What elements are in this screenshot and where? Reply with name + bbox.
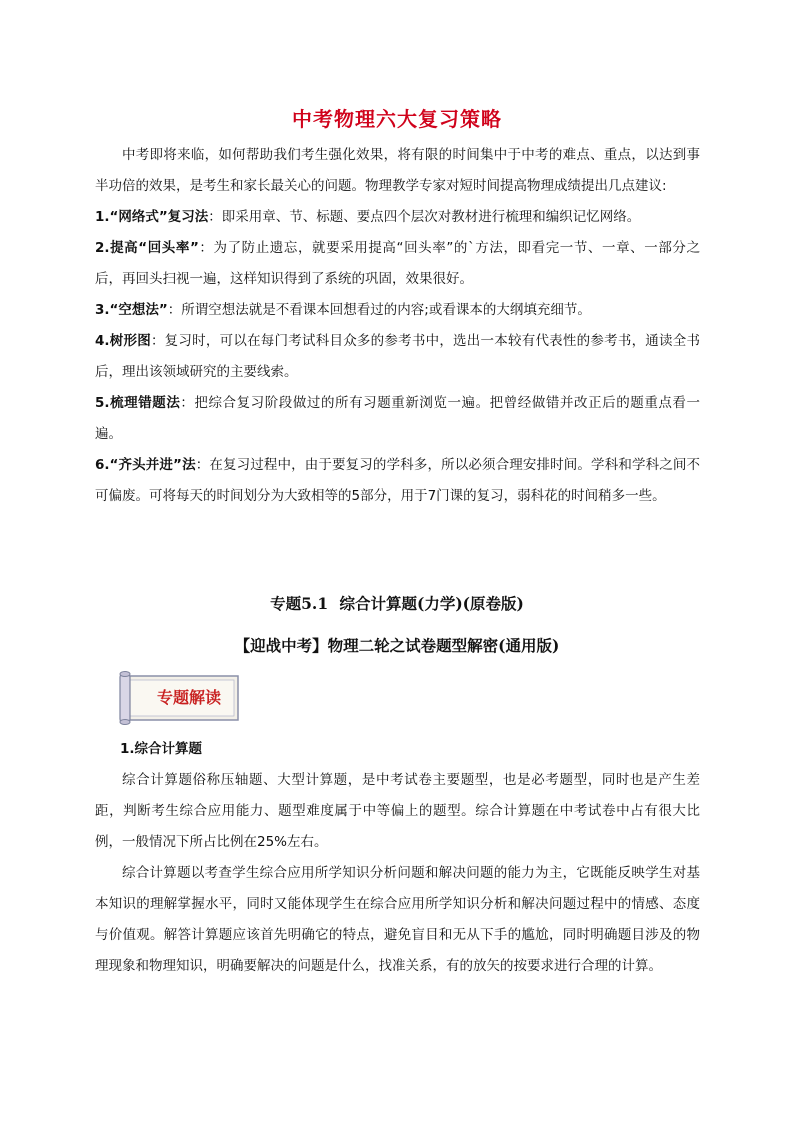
strategy-text: ：即采用章、节、标题、要点四个层次对教材进行梳理和编织记忆网络。	[208, 209, 641, 225]
strategy-item-2	[95, 233, 700, 295]
intro-paragraph: 中考即将来临，如何帮助我们考生强化效果，将有限的时间集中于中考的难点、重点，以达到事半功倍的效果，是考生和家长最关心的问题。物理教学专家对短时间提高物理成绩提出几点建议:	[95, 147, 700, 194]
strategy-name: 5.梳理错题法	[95, 395, 181, 411]
section-paragraph-1: 综合计算题俗称压轴题、大型计算题，是中考试卷主要题型，也是必考题型，同时也是产生差距，判断考生综合应用能力、题型难度属于中等偏上的题型。综合计算题在中考试卷中占有很大比例，一般情况下所占比例在25%左右。	[95, 772, 700, 850]
section-heading: 1.综合计算题	[120, 741, 203, 757]
strategy-text: ：把综合复习阶段做过的所有习题重新浏览一遍。把曾经做错并改正后的题重点看一遍。	[95, 395, 700, 442]
strategy-item-1	[95, 202, 700, 233]
strategy-text: ：为了防止遗忘，就要采用提高“回头率”的`方法，即看完一节、一章、一部分之后，再回头扫视一遍，这样知识得到了系统的巩固，效果很好。	[95, 240, 700, 287]
strategy-name: 6.“齐头并进”法	[95, 457, 196, 473]
section-paragraph-2: 综合计算题以考查学生综合应用所学知识分析问题和解决问题的能力为主，它既能反映学生对基本知识的理解掌握水平，同时又能体现学生在综合应用所学知识分析和解决问题过程中的情感、态度与价值观。解答计算题应该首先明确它的特点，避免盲目和无从下手的尴尬，同时明确题目涉及的物理现象和物理知识，明确要解决的问题是什么，找准关系，有的放矢的按要求进行合理的计算。	[95, 865, 700, 974]
strategy-item-5	[95, 388, 700, 450]
strategy-name: 4.树形图	[95, 333, 151, 349]
banner-label: 专题解读	[156, 688, 221, 707]
strategy-text: ：所谓空想法就是不看课本回想看过的内容;或看课本的大纲填充细节。	[167, 302, 591, 318]
page-title: 中考物理六大复习策略	[292, 107, 502, 131]
topic-banner	[118, 670, 244, 726]
strategy-name: 1.“网络式”复习法	[95, 209, 209, 225]
topic-title: 专题5.1 综合计算题(力学)(原卷版)	[270, 594, 524, 613]
strategy-text: ：复习时，可以在每门考试科目众多的参考书中，选出一本较有代表性的参考书，通读全书后，理出该领域研究的主要线索。	[95, 333, 700, 380]
strategy-item-4	[95, 326, 700, 388]
strategy-item-3	[95, 295, 700, 326]
strategy-name: 3.“空想法”	[95, 302, 168, 318]
strategy-name: 2.提高“回头率”	[95, 240, 199, 256]
strategy-text: ：在复习过程中，由于要复习的学科多，所以必须合理安排时间。学科和学科之间不可偏废。可将每天的时间划分为大致相等的5部分，用于7门课的复习，弱科花的时间稍多一些。	[95, 457, 700, 504]
series-title: 【迎战中考】物理二轮之试卷题型解密(通用版)	[234, 636, 560, 655]
strategy-item-6	[95, 450, 700, 512]
